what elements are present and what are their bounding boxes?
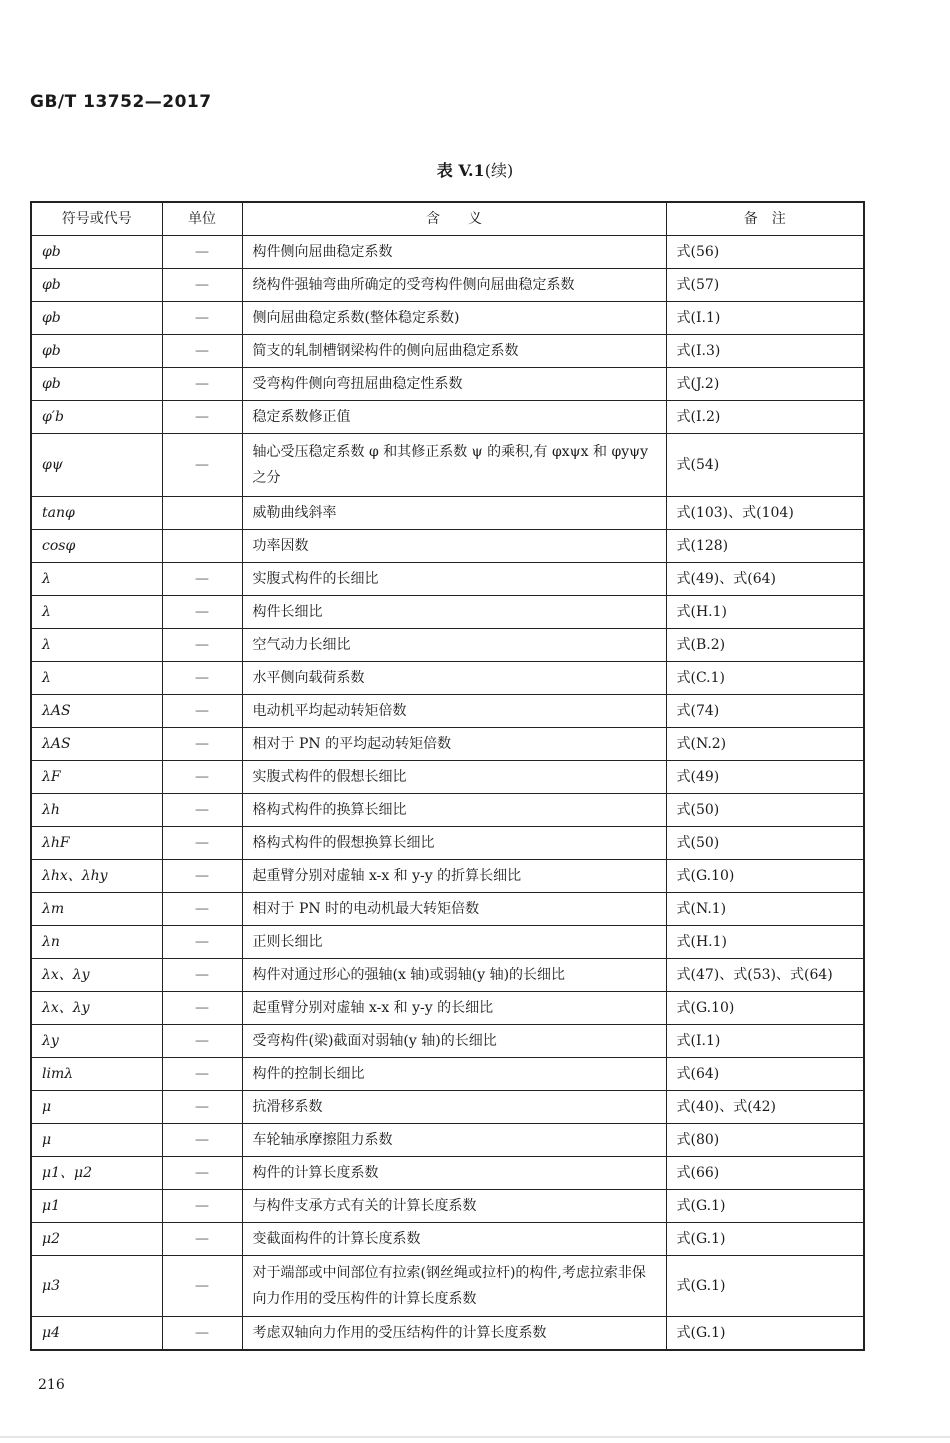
cell-unit: —	[162, 563, 242, 596]
cell-note: 式(I.3)	[666, 335, 864, 368]
cell-note: 式(50)	[666, 794, 864, 827]
cell-note: 式(B.2)	[666, 629, 864, 662]
cell-symbol: λy	[31, 1025, 162, 1058]
cell-symbol: λAS	[31, 728, 162, 761]
cell-note: 式(N.2)	[666, 728, 864, 761]
cell-meaning: 格构式构件的假想换算长细比	[242, 827, 666, 860]
page-number: 216	[38, 1377, 65, 1393]
cell-meaning: 对于端部或中间部位有拉索(钢丝绳或拉杆)的构件,考虑拉索非保向力作用的受压构件的计算长度系数	[242, 1256, 666, 1317]
table-row	[31, 761, 864, 794]
cell-symbol: limλ	[31, 1058, 162, 1091]
cell-symbol: λhx、λhy	[31, 860, 162, 893]
cell-symbol: μ4	[31, 1317, 162, 1351]
cell-symbol: λx、λy	[31, 959, 162, 992]
cell-unit: —	[162, 1058, 242, 1091]
cell-note: 式(47)、式(53)、式(64)	[666, 959, 864, 992]
cell-note: 式(I.2)	[666, 401, 864, 434]
cell-meaning: 构件长细比	[242, 596, 666, 629]
cell-note: 式(G.1)	[666, 1223, 864, 1256]
cell-symbol: λ	[31, 563, 162, 596]
cell-note: 式(56)	[666, 236, 864, 269]
cell-meaning: 轴心受压稳定系数 φ 和其修正系数 ψ 的乘积,有 φxψx 和 φyψy 之分	[242, 434, 666, 497]
cell-unit: —	[162, 860, 242, 893]
cell-meaning: 抗滑移系数	[242, 1091, 666, 1124]
table-row	[31, 992, 864, 1025]
cell-note: 式(74)	[666, 695, 864, 728]
cell-unit: —	[162, 236, 242, 269]
table-row	[31, 959, 864, 992]
cell-unit: —	[162, 728, 242, 761]
cell-unit: —	[162, 893, 242, 926]
cell-unit: —	[162, 662, 242, 695]
cell-unit: —	[162, 1190, 242, 1223]
cell-symbol: λhF	[31, 827, 162, 860]
cell-note: 式(128)	[666, 530, 864, 563]
cell-symbol: φb	[31, 302, 162, 335]
cell-note: 式(103)、式(104)	[666, 497, 864, 530]
cell-note: 式(G.1)	[666, 1256, 864, 1317]
cell-note: 式(C.1)	[666, 662, 864, 695]
table-row	[31, 1317, 864, 1351]
column-header-unit: 单位	[162, 202, 242, 236]
cell-meaning: 与构件支承方式有关的计算长度系数	[242, 1190, 666, 1223]
cell-unit: —	[162, 761, 242, 794]
cell-note: 式(G.10)	[666, 860, 864, 893]
cell-meaning: 功率因数	[242, 530, 666, 563]
table-row	[31, 827, 864, 860]
cell-note: 式(54)	[666, 434, 864, 497]
table-body	[31, 236, 864, 1351]
cell-unit: —	[162, 1091, 242, 1124]
table-row	[31, 530, 864, 563]
cell-meaning: 空气动力长细比	[242, 629, 666, 662]
cell-unit: —	[162, 959, 242, 992]
cell-meaning: 电动机平均起动转矩倍数	[242, 695, 666, 728]
cell-unit	[162, 497, 242, 530]
cell-unit: —	[162, 434, 242, 497]
cell-symbol: λF	[31, 761, 162, 794]
cell-unit	[162, 530, 242, 563]
cell-meaning: 格构式构件的换算长细比	[242, 794, 666, 827]
column-header-note: 备 注	[666, 202, 864, 236]
cell-unit: —	[162, 1124, 242, 1157]
cell-meaning: 受弯构件(梁)截面对弱轴(y 轴)的长细比	[242, 1025, 666, 1058]
cell-symbol: φb	[31, 236, 162, 269]
cell-meaning: 构件对通过形心的强轴(x 轴)或弱轴(y 轴)的长细比	[242, 959, 666, 992]
cell-note: 式(40)、式(42)	[666, 1091, 864, 1124]
cell-symbol: λn	[31, 926, 162, 959]
cell-symbol: μ1	[31, 1190, 162, 1223]
cell-note: 式(J.2)	[666, 368, 864, 401]
table-row	[31, 926, 864, 959]
table-title-label: 表 V.1	[436, 161, 485, 180]
cell-unit: —	[162, 401, 242, 434]
table-row	[31, 893, 864, 926]
cell-symbol: λ	[31, 662, 162, 695]
cell-symbol: λ	[31, 629, 162, 662]
cell-note: 式(64)	[666, 1058, 864, 1091]
cell-symbol: μ	[31, 1091, 162, 1124]
cell-unit: —	[162, 596, 242, 629]
cell-symbol: tanφ	[31, 497, 162, 530]
cell-meaning: 变截面构件的计算长度系数	[242, 1223, 666, 1256]
cell-unit: —	[162, 302, 242, 335]
cell-note: 式(57)	[666, 269, 864, 302]
cell-meaning: 起重臂分别对虚轴 x-x 和 y-y 的折算长细比	[242, 860, 666, 893]
cell-symbol: λm	[31, 893, 162, 926]
cell-unit: —	[162, 269, 242, 302]
cell-meaning: 构件的计算长度系数	[242, 1157, 666, 1190]
cell-unit: —	[162, 335, 242, 368]
cell-note: 式(H.1)	[666, 596, 864, 629]
table-row	[31, 860, 864, 893]
cell-meaning: 起重臂分别对虚轴 x-x 和 y-y 的长细比	[242, 992, 666, 1025]
symbol-table	[30, 201, 865, 1351]
cell-symbol: φb	[31, 269, 162, 302]
table-row	[31, 1025, 864, 1058]
cell-symbol: φ′b	[31, 401, 162, 434]
cell-symbol: φb	[31, 368, 162, 401]
cell-unit: —	[162, 629, 242, 662]
cell-note: 式(50)	[666, 827, 864, 860]
standard-code: GB/T 13752—2017	[30, 92, 212, 112]
table-title-suffix: (续)	[484, 161, 514, 180]
cell-note: 式(G.1)	[666, 1317, 864, 1351]
cell-note: 式(I.1)	[666, 1025, 864, 1058]
cell-note: 式(66)	[666, 1157, 864, 1190]
cell-note: 式(49)	[666, 761, 864, 794]
table-row	[31, 596, 864, 629]
cell-meaning: 正则长细比	[242, 926, 666, 959]
cell-unit: —	[162, 926, 242, 959]
cell-unit: —	[162, 1157, 242, 1190]
table-row	[31, 629, 864, 662]
table-row	[31, 1223, 864, 1256]
table-row	[31, 236, 864, 269]
table-row	[31, 728, 864, 761]
cell-symbol: μ	[31, 1124, 162, 1157]
table-header-row	[31, 202, 864, 236]
cell-note: 式(H.1)	[666, 926, 864, 959]
column-header-meaning: 含 义	[242, 202, 666, 236]
cell-symbol: λh	[31, 794, 162, 827]
table-row	[31, 695, 864, 728]
cell-meaning: 考虑双轴向力作用的受压结构件的计算长度系数	[242, 1317, 666, 1351]
cell-meaning: 构件侧向屈曲稳定系数	[242, 236, 666, 269]
cell-meaning: 稳定系数修正值	[242, 401, 666, 434]
cell-note: 式(G.10)	[666, 992, 864, 1025]
cell-meaning: 实腹式构件的长细比	[242, 563, 666, 596]
cell-symbol: φψ	[31, 434, 162, 497]
cell-meaning: 相对于 PN 时的电动机最大转矩倍数	[242, 893, 666, 926]
cell-note: 式(49)、式(64)	[666, 563, 864, 596]
cell-unit: —	[162, 1256, 242, 1317]
cell-meaning: 构件的控制长细比	[242, 1058, 666, 1091]
table-row	[31, 1256, 864, 1317]
cell-note: 式(I.1)	[666, 302, 864, 335]
table-row	[31, 302, 864, 335]
cell-meaning: 简支的轧制槽钢梁构件的侧向屈曲稳定系数	[242, 335, 666, 368]
table-title	[0, 158, 950, 181]
scan-edge-divider	[0, 1436, 950, 1438]
cell-note: 式(N.1)	[666, 893, 864, 926]
cell-unit: —	[162, 1317, 242, 1351]
table-row	[31, 794, 864, 827]
cell-meaning: 水平侧向载荷系数	[242, 662, 666, 695]
cell-symbol: μ2	[31, 1223, 162, 1256]
cell-unit: —	[162, 992, 242, 1025]
table-row	[31, 434, 864, 497]
table-row	[31, 662, 864, 695]
table-row	[31, 1091, 864, 1124]
table-row	[31, 1124, 864, 1157]
table-row	[31, 1058, 864, 1091]
cell-unit: —	[162, 827, 242, 860]
cell-unit: —	[162, 1223, 242, 1256]
cell-meaning: 侧向屈曲稳定系数(整体稳定系数)	[242, 302, 666, 335]
cell-symbol: λAS	[31, 695, 162, 728]
table-row	[31, 401, 864, 434]
table-row	[31, 335, 864, 368]
cell-meaning: 绕构件强轴弯曲所确定的受弯构件侧向屈曲稳定系数	[242, 269, 666, 302]
cell-meaning: 车轮轴承摩擦阻力系数	[242, 1124, 666, 1157]
table-row	[31, 563, 864, 596]
cell-symbol: μ1、μ2	[31, 1157, 162, 1190]
cell-unit: —	[162, 1025, 242, 1058]
cell-unit: —	[162, 794, 242, 827]
cell-note: 式(G.1)	[666, 1190, 864, 1223]
table-row	[31, 1157, 864, 1190]
cell-unit: —	[162, 368, 242, 401]
table-row	[31, 497, 864, 530]
table-row	[31, 269, 864, 302]
cell-meaning: 实腹式构件的假想长细比	[242, 761, 666, 794]
cell-symbol: cosφ	[31, 530, 162, 563]
cell-note: 式(80)	[666, 1124, 864, 1157]
cell-symbol: φb	[31, 335, 162, 368]
cell-unit: —	[162, 695, 242, 728]
cell-meaning: 受弯构件侧向弯扭屈曲稳定性系数	[242, 368, 666, 401]
cell-symbol: λx、λy	[31, 992, 162, 1025]
table-row	[31, 368, 864, 401]
cell-symbol: μ3	[31, 1256, 162, 1317]
column-header-symbol: 符号或代号	[31, 202, 162, 236]
cell-meaning: 相对于 PN 的平均起动转矩倍数	[242, 728, 666, 761]
table-row	[31, 1190, 864, 1223]
cell-symbol: λ	[31, 596, 162, 629]
cell-meaning: 威勒曲线斜率	[242, 497, 666, 530]
